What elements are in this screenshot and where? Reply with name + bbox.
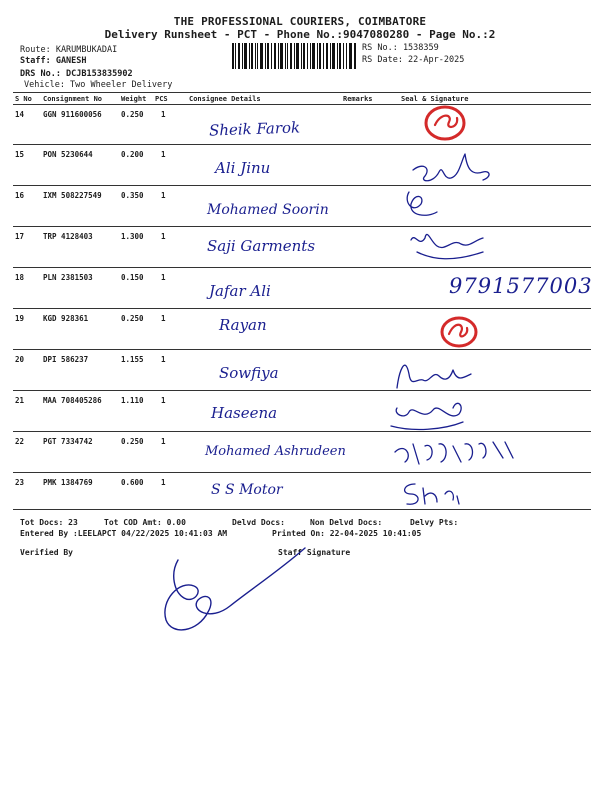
sno: 14 (15, 110, 25, 119)
sno: 18 (15, 273, 25, 282)
recipient-phone: 9791577003 (449, 274, 593, 298)
pcs: 1 (161, 478, 166, 487)
delivery-points: Delvy Pts: (410, 518, 459, 527)
delivery-seal (442, 318, 476, 346)
pcs: 1 (161, 396, 166, 405)
consignee-name: Ali Jinu (215, 159, 271, 177)
weight: 0.250 (121, 314, 144, 323)
weight: 1.300 (121, 232, 144, 241)
recipient-signature (397, 365, 471, 388)
consignee-name: Rayan (219, 316, 267, 334)
consignee-name: Saji Garments (207, 237, 316, 255)
consignment-no: PMK 1384769 (43, 478, 93, 487)
weight: 0.350 (121, 191, 144, 200)
recipient-signature (413, 154, 489, 181)
total-cod-amount: Tot COD Amt: 0.00 (104, 518, 186, 527)
pcs: 1 (161, 355, 166, 364)
pcs: 1 (161, 191, 166, 200)
weight: 0.600 (121, 478, 144, 487)
consignee-name: Mohamed Ashrudeen (205, 444, 346, 459)
consignee-name: Jafar Ali (209, 282, 271, 300)
rs-number: RS No.: 1538359 (362, 43, 439, 53)
sno: 17 (15, 232, 25, 241)
route-label: Route: KARUMBUKADAI (20, 45, 118, 55)
recipient-signature (411, 234, 483, 258)
consignment-no: PGT 7334742 (43, 437, 93, 446)
sno: 16 (15, 191, 25, 200)
drs-number: DRS No.: DCJB153835902 (20, 69, 133, 79)
consignment-no: PLN 2381503 (43, 273, 93, 282)
recipient-signature (395, 442, 513, 464)
verified-by-label: Verified By (20, 548, 73, 557)
recipient-signature (407, 192, 437, 215)
consignment-no: IXM 508227549 (43, 191, 102, 200)
pcs: 1 (161, 437, 166, 446)
weight: 0.200 (121, 150, 144, 159)
runsheet-subtitle: Delivery Runsheet - PCT - Phone No.:9047080280 - Page No.:2 (104, 28, 496, 41)
staff-signature-label: Staff Signature (278, 548, 351, 557)
company-title: THE PROFESSIONAL COURIERS, COIMBATORE (173, 15, 427, 28)
entered-by: Entered By :LEELAPCT 04/22/2025 10:41:03 AM (20, 529, 228, 538)
delivered-docs: Delvd Docs: (232, 518, 285, 527)
col-seal-signature: Seal & Signature (401, 95, 469, 103)
pcs: 1 (161, 273, 166, 282)
col-sno: S No (15, 95, 32, 103)
col-pcs: PCS (155, 95, 168, 103)
weight: 1.110 (121, 396, 144, 405)
col-consignment: Consignment No (43, 95, 103, 103)
sno: 21 (15, 396, 25, 405)
runsheet-table (13, 92, 591, 510)
consignee-name: Sheik Farok (208, 118, 301, 140)
non-delivered-docs: Non Delvd Docs: (310, 518, 383, 527)
recipient-signature (405, 484, 459, 504)
barcode (232, 43, 356, 69)
vehicle-label: Vehicle: Two Wheeler Delivery (24, 80, 173, 90)
staff-signature (150, 540, 310, 640)
consignment-no: MAA 708405286 (43, 396, 102, 405)
pcs: 1 (161, 314, 166, 323)
col-remarks: Remarks (343, 95, 373, 103)
consignment-no: GGN 911600056 (43, 110, 102, 119)
recipient-signature (391, 403, 463, 429)
consignment-no: TRP 4128403 (43, 232, 93, 241)
staff-label: Staff: GANESH (20, 56, 87, 66)
pcs: 1 (161, 110, 166, 119)
consignee-name: S S Motor (211, 482, 283, 498)
consignment-no: KGD 928361 (43, 314, 89, 323)
pcs: 1 (161, 232, 166, 241)
consignee-name: Mohamed Soorin (207, 202, 329, 218)
consignee-name: Sowfiya (219, 364, 279, 382)
weight: 0.250 (121, 437, 144, 446)
pcs: 1 (161, 150, 166, 159)
sno: 15 (15, 150, 25, 159)
sno: 19 (15, 314, 25, 323)
total-docs: Tot Docs: 23 (20, 518, 78, 527)
sno: 23 (15, 478, 25, 487)
col-consignee: Consignee Details (189, 95, 261, 103)
sno: 20 (15, 355, 25, 364)
consignment-no: PON 5230644 (43, 150, 93, 159)
consignee-name: Haseena (211, 404, 278, 422)
weight: 1.155 (121, 355, 144, 364)
printed-on: Printed On: 22-04-2025 10:41:05 (272, 529, 422, 538)
weight: 0.150 (121, 273, 144, 282)
weight: 0.250 (121, 110, 144, 119)
col-weight: Weight (121, 95, 147, 103)
rs-date: RS Date: 22-Apr-2025 (362, 55, 465, 65)
sno: 22 (15, 437, 25, 446)
delivery-seal (426, 107, 464, 139)
consignment-no: DPI 586237 (43, 355, 89, 364)
